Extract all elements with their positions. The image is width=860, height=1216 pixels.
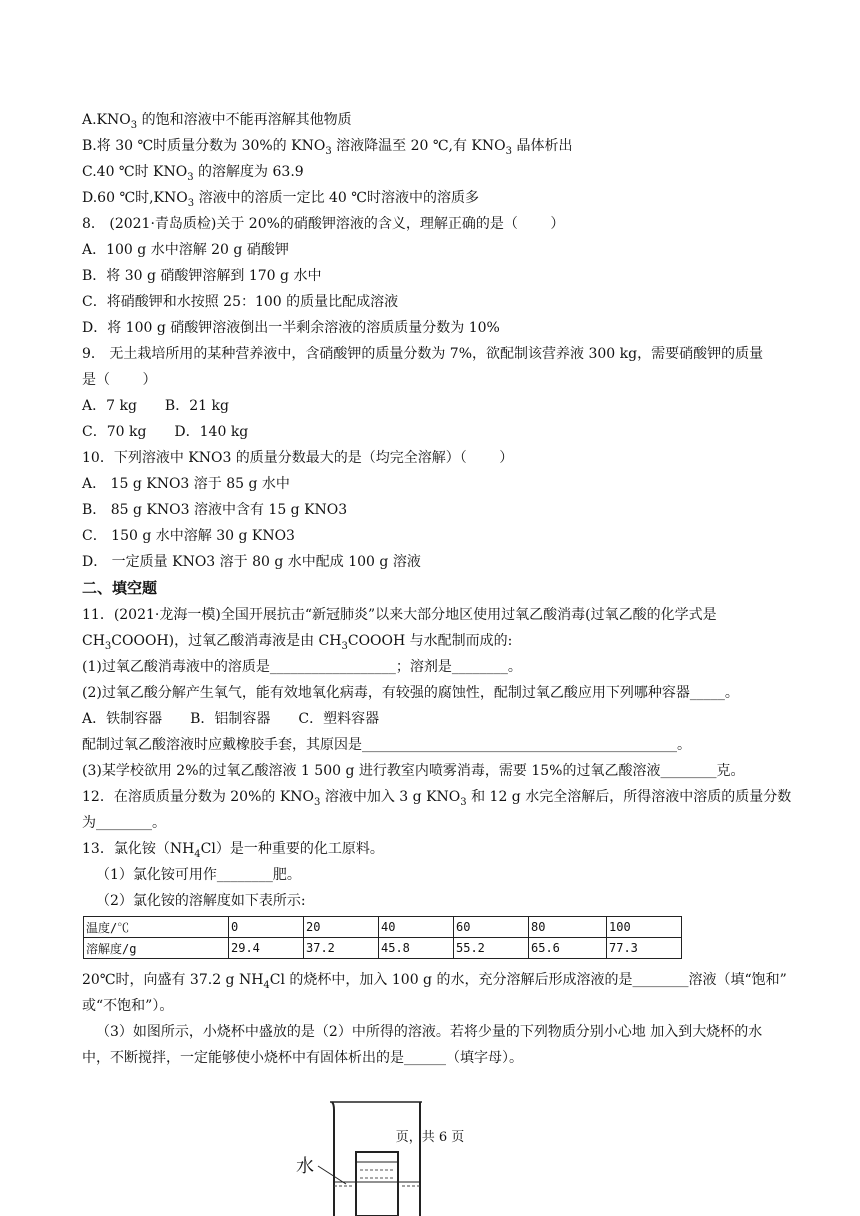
text-line <box>82 136 572 156</box>
text-segment: 20℃时，向盛有 37.2 g NH <box>82 972 264 988</box>
text-segment: B.将 30 ℃时质量分数为 30%的 KNO <box>82 138 326 154</box>
text-segment: 溶液降温至 20 ℃,有 KNO <box>331 138 506 154</box>
text-segment: 中，不断搅拌，一定能够使小烧杯中有固体析出的是______（填字母）。 <box>82 1050 523 1066</box>
subscript: 4 <box>194 848 201 860</box>
text-line <box>82 605 717 625</box>
table-cell: 0 <box>229 917 304 938</box>
table-cell: 40 <box>379 917 454 938</box>
table-cell: 55.2 <box>454 938 529 959</box>
text-segment: (1)过氧乙酸消毒液中的溶质是__________________；溶剂是________。 <box>82 659 522 675</box>
text-line <box>82 761 744 781</box>
text-line <box>82 370 156 390</box>
table-cell: 80 <box>529 917 607 938</box>
text-line <box>96 1022 762 1042</box>
text-segment: A．100 g 水中溶解 20 g 硝酸钾 <box>82 242 289 258</box>
text-segment: 的饱和溶液中不能再溶解其他物质 <box>137 112 352 128</box>
table-row <box>84 938 682 959</box>
solubility-table <box>83 916 682 959</box>
table-cell: 60 <box>454 917 529 938</box>
text-segment: (3)某学校欲用 2%的过氧乙酸溶液 1 500 g 进行教室内喷雾消毒，需要 15%的过氧乙酸溶液________克。 <box>82 763 745 779</box>
text-segment: 9． 无土栽培所用的某种营养液中，含硝酸钾的质量分数为 7%，欲配制该营养液 300 kg，需要硝酸钾的质量 <box>82 346 764 362</box>
text-segment: (2)过氧乙酸分解产生氧气，能有效地氧化病毒，有较强的腐蚀性，配制过氧乙酸应用下列哪种容器_____。 <box>82 685 739 701</box>
text-line <box>82 110 352 130</box>
text-line <box>82 996 173 1016</box>
subscript: 3 <box>130 119 138 131</box>
text-line <box>82 526 295 546</box>
subscript: 3 <box>187 171 194 183</box>
text-line <box>82 500 347 520</box>
subscript: 3 <box>325 145 332 157</box>
table-cell: 100 <box>607 917 682 938</box>
text-line <box>82 240 289 260</box>
subscript: 3 <box>104 640 112 652</box>
text-line <box>82 266 321 286</box>
text-segment: 11．(2021·龙海一模)全国开展抗击“新冠肺炎”以来大部分地区使用过氧乙酸消毒(过氧乙酸的化学式是 <box>82 607 717 623</box>
text-segment: B． 85 g KNO3 溶液中含有 15 g KNO3 <box>82 502 348 518</box>
text-line <box>82 214 564 234</box>
text-segment: Cl）是一种重要的化工原料。 <box>200 841 384 857</box>
text-line <box>82 448 513 468</box>
table-cell: 77.3 <box>607 938 682 959</box>
large-beaker-left-wall <box>332 1102 334 1216</box>
text-segment: C．将硝酸钾和水按照 25：100 的质量比配成溶液 <box>82 294 399 310</box>
subscript: 3 <box>341 640 348 652</box>
text-segment: 二、填空题 <box>82 579 158 597</box>
text-segment: A．铁制容器 B．铝制容器 C．塑料容器 <box>82 711 380 727</box>
text-line <box>82 344 763 364</box>
table-cell: 45.8 <box>379 938 454 959</box>
subscript: 3 <box>187 197 195 209</box>
table-cell: 温度/℃ <box>84 917 229 938</box>
text-line <box>96 865 301 885</box>
text-segment: A．7 kg B．21 kg <box>82 398 229 414</box>
text-segment: COOOH 与水配制而成的: <box>347 633 513 649</box>
text-segment: （1）氯化铵可用作________肥。 <box>96 867 301 883</box>
subscript: 3 <box>505 145 512 157</box>
text-line <box>82 1048 523 1068</box>
text-line <box>82 683 739 703</box>
text-segment: 8． (2021·青岛质检)关于 20%的硝酸钾溶液的含义，理解正确的是（ ） <box>82 216 565 232</box>
text-segment: 为________。 <box>82 815 166 831</box>
subscript: 3 <box>460 796 467 808</box>
text-segment: C． 150 g 水中溶解 30 g KNO3 <box>82 528 295 544</box>
text-segment: 和 12 g 水完全溶解后，所得溶液中溶质的质量分数 <box>466 789 792 805</box>
text-line <box>82 292 398 312</box>
text-segment: D．将 100 g 硝酸钾溶液倒出一半剩余溶液的溶质质量分数为 10% <box>82 320 500 336</box>
text-segment: 溶液中加入 3 g KNO <box>320 789 461 805</box>
text-segment: （3）如图所示，小烧杯中盛放的是（2）中所得的溶液。若将少量的下列物质分别小心地 加入到大烧杯的水 <box>96 1024 763 1040</box>
water-label: 水 <box>296 1156 314 1177</box>
text-segment: D.60 ℃时,KNO <box>82 190 188 206</box>
text-segment: 12．在溶质质量分数为 20%的 KNO <box>82 789 315 805</box>
page-footer: 页，共 6 页 <box>395 1130 465 1145</box>
text-segment: COOOH)，过氧乙酸消毒液是由 CH <box>111 633 342 649</box>
text-segment: 的溶解度为 63.9 <box>193 164 304 180</box>
table-cell: 65.6 <box>529 938 607 959</box>
section-heading <box>82 578 157 598</box>
table-cell: 溶解度/g <box>84 938 229 959</box>
text-line <box>82 813 166 833</box>
text-line <box>82 396 229 416</box>
beaker-figure <box>290 1100 460 1216</box>
text-line <box>82 735 691 755</box>
subscript: 3 <box>314 796 321 808</box>
table-cell: 29.4 <box>229 938 304 959</box>
table-cell: 20 <box>304 917 379 938</box>
text-segment: 或“不饱和”）。 <box>82 998 174 1014</box>
text-segment: A.KNO <box>82 112 131 128</box>
text-segment: 溶液中的溶质一定比 40 ℃时溶液中的溶质多 <box>194 190 479 206</box>
text-segment: 晶体析出 <box>512 138 573 154</box>
text-line <box>82 631 512 651</box>
table-cell: 37.2 <box>304 938 379 959</box>
text-segment: 13．氯化铵（NH <box>82 841 195 857</box>
text-line <box>82 318 500 338</box>
label-pointer <box>318 1166 346 1184</box>
text-line <box>82 970 787 990</box>
text-line <box>82 709 379 729</box>
text-segment: C.40 ℃时 KNO <box>82 164 188 180</box>
subscript: 4 <box>263 979 270 991</box>
text-line <box>82 162 304 182</box>
text-segment: A． 15 g KNO3 溶于 85 g 水中 <box>82 476 290 492</box>
text-line <box>82 474 290 494</box>
table-row <box>84 917 682 938</box>
text-line <box>82 422 248 442</box>
text-segment: B．将 30 g 硝酸钾溶解到 170 g 水中 <box>82 268 322 284</box>
text-line <box>82 839 384 859</box>
text-segment: C．70 kg D．140 kg <box>82 424 249 440</box>
text-segment: D． 一定质量 KNO3 溶于 80 g 水中配成 100 g 溶液 <box>82 554 421 570</box>
text-segment: CH <box>82 633 105 649</box>
text-line <box>82 552 421 572</box>
text-segment: 10．下列溶液中 KNO3 的质量分数最大的是（均完全溶解）（ ） <box>82 450 514 466</box>
text-line <box>96 891 306 911</box>
text-segment: （2）氯化铵的溶解度如下表所示: <box>96 893 306 909</box>
text-segment: 是（ ） <box>82 372 157 388</box>
text-line <box>82 188 479 208</box>
text-line <box>82 657 522 677</box>
text-line <box>82 787 791 807</box>
text-segment: 配制过氧乙酸溶液时应戴橡胶手套，其原因是_____________________________________________。 <box>82 737 691 753</box>
text-segment: Cl 的烧杯中，加入 100 g 的水，充分溶解后形成溶液的是________溶液（填“饱和” <box>269 972 787 988</box>
